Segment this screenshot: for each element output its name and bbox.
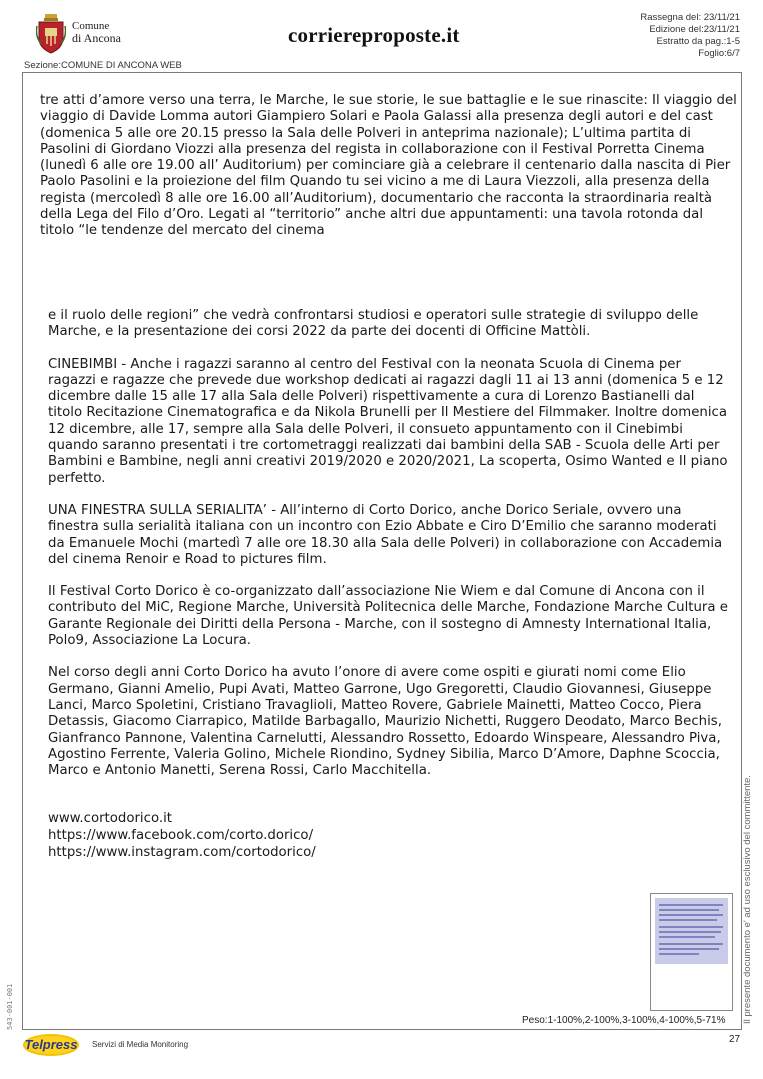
edizione-date: Edizione del:23/11/21	[649, 24, 740, 35]
telpress-wordmark: Telpress	[24, 1037, 78, 1052]
peso-label: Peso:1-100%,2-100%,3-100%,4-100%,5-71%	[522, 1015, 726, 1026]
article-paragraph: e il ruolo delle regioni” che vedrà confrontarsi studiosi e operatori sulle strategie di sviluppo delle Marche, e la presentazione dei corsi 2022 da parte dei docenti di Officine Mattòli.	[48, 308, 699, 340]
comune-label: Comune	[72, 20, 110, 32]
servizi-label: Servizi di Media Monitoring	[92, 1040, 189, 1049]
website-link[interactable]: www.cortodorico.it	[48, 811, 172, 827]
site-name: corriereproposte.it	[288, 23, 460, 47]
document-code: 543-001-001	[6, 983, 14, 1030]
article-paragraph: tre atti d’amore verso una terra, le Marche, le sue storie, le sue battaglie e le sue rinascite: Il viaggio del viaggio di Davide Lomma autori Giampiero Solari e Paola Galassi alla presenza degli autori e del cast (domenica 5 alle ore 20.15 presso la Sala delle Polveri in anteprima nazionale); L’ultima partita di Pasolini di Giordano Viozzi alla presenza del regista in collaborazione con il Festival Porretta Cinema (lunedì 6 alle ore 19.00 all’ Auditorium) per cominciare già a celebrare il centenario dalla nascita di Pier Paolo Pasolini e la proiezione del film Quando tu sei vicino a me di Laura Viezzoli, alla presenza della regista (mercoledì 8 alle ore 16.00 all’Auditorium), documentario che racconta la straordinaria realtà della Lega del Filo d’Oro. Legati al “territorio” anche altri due appuntamenti: una tavola rotonda dal titolo “le tendenze del mercato del cinema	[40, 93, 737, 239]
instagram-link[interactable]: https://www.instagram.com/cortodorico/	[48, 844, 316, 860]
article-paragraph: Il Festival Corto Dorico è co-organizzato dall’associazione Nie Wiem e dal Comune di Ancona con il contributo del MiC, Regione Marche, Università Politecnica delle Marche, Fondazione Marche Cultura e Garante Regionale dei Diritti della Persona - Marche, con il sostegno di Amnesty International Italia, Polo9, Associazione La Locura.	[48, 584, 728, 649]
comune-logo	[36, 14, 146, 62]
facebook-link[interactable]: https://www.facebook.com/corto.dorico/	[48, 828, 314, 844]
document-meta	[640, 12, 740, 60]
sezione-label: Sezione:COMUNE DI ANCONA WEB	[24, 60, 182, 71]
article-text-top	[40, 93, 740, 240]
article-text-main	[48, 308, 728, 861]
article-paragraph: CINEBIMBI - Anche i ragazzi saranno al centro del Festival con la neonata Scuola di Cinema per ragazzi e ragazze che prevede due workshop dedicati ai ragazzi dagli 11 ai 13 anni (domenica 5 e 12 dicembre dalle 15 alle 17 alla Sala delle Polveri) rispettivamente a cura di Lorenzo Bastianelli dal titolo Recitazione Cinematografica e da Nikola Brunelli per Il Mestiere del Filmmaker. Inoltre domenica 12 dicembre, alle 17, sempre alla Sala delle Polveri, il consueto appuntamento con il Cinebimbi quando saranno presentati i tre cortometraggi realizzati dai bambini della SAB - Scuola delle Arti per Bambini e Bambine, negli anni creativi 2019/2020 e 2020/2021, La scoperta, Osimo Wanted e Il piano perfetto.	[48, 356, 728, 486]
telpress-logo	[22, 1033, 80, 1057]
article-paragraph: UNA FINESTRA SULLA SERIALITA’ - All’interno di Corto Dorico, anche Dorico Seriale, ovvero una finestra sulla serialità italiana con un incontro con Ezio Abbate e Ciro D’Emilio che saranno moderati da Emanuele Mochi (martedì 7 alle ore 18.30 alla Sala delle Polveri) in collaborazione con Accademia del cinema Renoir e Road to pictures film.	[48, 502, 723, 567]
thumbnail-preview	[655, 898, 728, 964]
rassegna-date: Rassegna del: 23/11/21	[640, 12, 740, 23]
estratto-pages: Estratto da pag.:1-5	[656, 36, 740, 47]
usage-note: Il presente documento e' ad uso esclusivo del committente.	[742, 775, 753, 1024]
document-header	[22, 10, 742, 72]
page-number: 27	[729, 1034, 741, 1045]
links-list	[48, 811, 728, 861]
article-paragraph: Nel corso degli anni Corto Dorico ha avuto l’onore di avere come ospiti e giurati nomi come Elio Germano, Gianni Amelio, Pupi Avati, Matteo Garrone, Ugo Gregoretti, Claudio Giovannesi, Giuseppe Lanci, Marco Spoletini, Cristiano Travaglioli, Matteo Rovere, Gabriele Mainetti, Matteo Cocco, Piera Detassis, Giacomo Ciarrapico, Matilde Barbagallo, Maurizio Nichetti, Ruggero Deodato, Marco Bechis, Gianfranco Pannone, Valentina Carnelutti, Alessandro Rossetto, Edoardo Winspeare, Alessandro Piva, Agostino Ferrente, Valeria Golino, Michele Riondino, Sydney Sibilia, Marco D’Amore, Daphne Scoccia, Marco e Antonio Manetti, Serena Rossi, Carlo Macchitella.	[48, 665, 722, 779]
comune-city-label: di Ancona	[72, 31, 121, 45]
page-thumbnail	[650, 893, 733, 1011]
crest-icon	[36, 14, 66, 54]
foglio-number: Foglio:6/7	[698, 48, 740, 59]
